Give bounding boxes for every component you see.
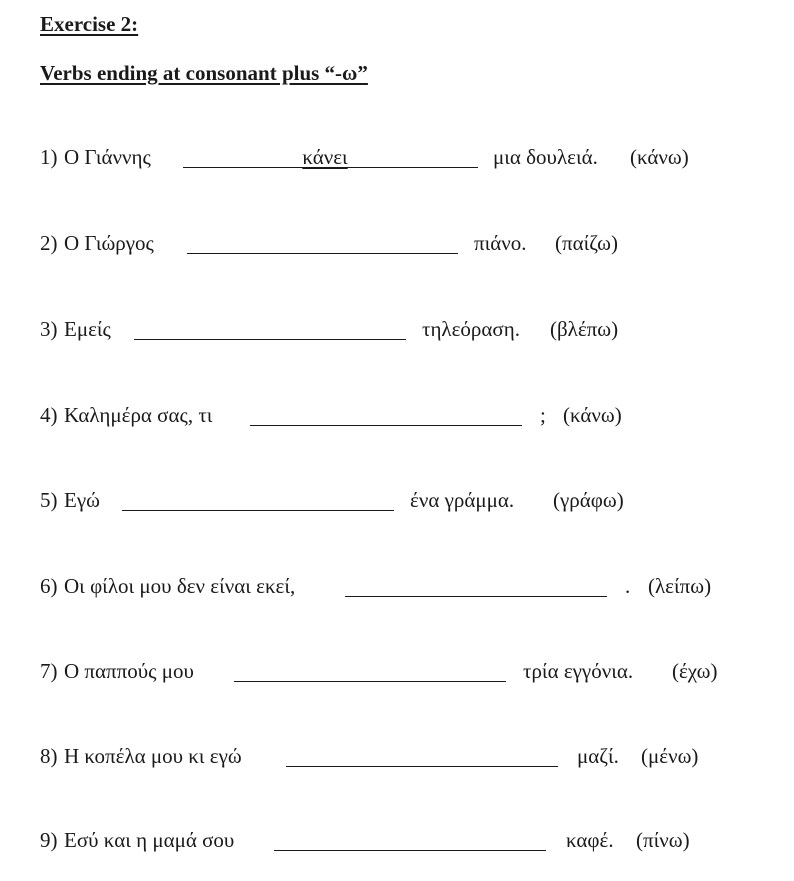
item-number: 8)	[40, 744, 58, 768]
item-hint: (έχω)	[672, 659, 718, 683]
item-suffix: τηλεόραση.	[422, 317, 520, 341]
item-suffix: καφέ.	[566, 828, 614, 852]
item-prefix-text: Η κοπέλα μου κι εγώ	[64, 744, 242, 768]
item-prefix-text: Οι φίλοι μου δεν είναι εκεί,	[64, 574, 296, 598]
item-suffix: μαζί.	[577, 744, 619, 768]
exercise-subtitle: Verbs ending at consonant plus “-ω”	[40, 61, 368, 85]
exercise-item-8	[0, 744, 794, 774]
item-number: 3)	[40, 317, 58, 341]
exercise-item-7	[0, 659, 794, 689]
item-prefix: 1)	[40, 145, 58, 169]
item-suffix: τρία εγγόνια.	[523, 659, 634, 683]
exercise-item-2	[0, 231, 794, 261]
item-prefix-text: Ο παππούς μου	[64, 659, 194, 683]
answer-blank[interactable]	[187, 253, 458, 254]
item-prefix-text: Καλημέρα σας, τι	[64, 403, 213, 427]
item-suffix: .	[625, 574, 631, 598]
answer-blank[interactable]	[286, 766, 558, 767]
item-number: 5)	[40, 488, 58, 512]
answer-blank[interactable]	[345, 596, 607, 597]
item-number: 6)	[40, 574, 58, 598]
item-suffix: πιάνο.	[474, 231, 527, 255]
item-suffix: ;	[540, 403, 546, 427]
answer-blank[interactable]	[134, 339, 406, 340]
item-number: 7)	[40, 659, 58, 683]
item-suffix: ένα γράμμα.	[410, 488, 515, 512]
exercise-item-4	[0, 403, 794, 433]
answer-blank[interactable]	[122, 510, 394, 511]
exercise-title: Exercise 2:	[40, 12, 139, 36]
exercise-item-3	[0, 317, 794, 347]
answer-blank[interactable]	[234, 681, 506, 682]
item-number: 4)	[40, 403, 58, 427]
exercise-item-5	[0, 488, 794, 518]
item-hint: (βλέπω)	[550, 317, 619, 341]
answer-text: κάνει	[302, 145, 348, 169]
item-hint: (παίζω)	[555, 231, 618, 255]
answer-blank[interactable]	[274, 850, 546, 851]
exercise-item-1	[0, 145, 794, 175]
item-suffix: μια δουλειά.	[493, 145, 598, 169]
item-hint: (πίνω)	[636, 828, 690, 852]
item-number: 2)	[40, 231, 58, 255]
item-hint: (γράφω)	[553, 488, 624, 512]
item-hint: (κάνω)	[630, 145, 689, 169]
item-prefix-text: Ο Γιώργος	[64, 231, 154, 255]
item-prefix-text: Ο Γιάννης	[64, 145, 151, 169]
item-number: 9)	[40, 828, 58, 852]
item-prefix-text: Εγώ	[64, 488, 100, 512]
item-prefix-text: Εμείς	[64, 317, 111, 341]
item-hint: (λείπω)	[648, 574, 712, 598]
item-hint: (μένω)	[641, 744, 699, 768]
item-prefix-text: Εσύ και η μαμά σου	[64, 828, 235, 852]
item-hint: (κάνω)	[563, 403, 622, 427]
exercise-item-9	[0, 828, 794, 858]
exercise-item-6	[0, 574, 794, 604]
answer-blank[interactable]	[250, 425, 522, 426]
